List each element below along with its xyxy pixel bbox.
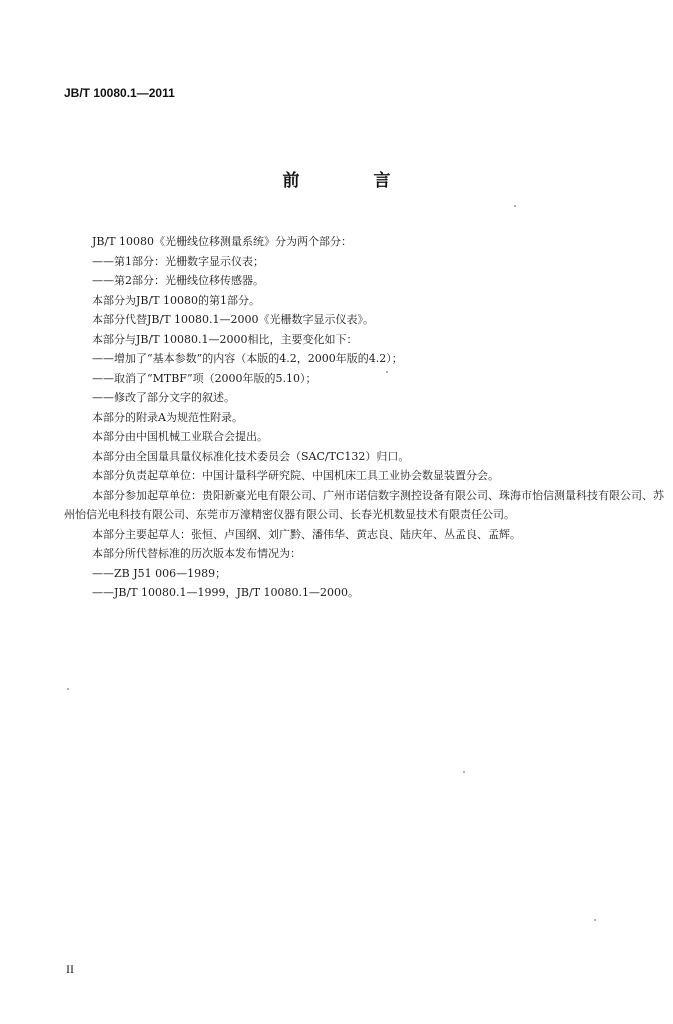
paragraph-lead-drafter: 本部分负责起草单位：中国计量科学研究院、中国机床工具工业协会数显装置分会。 [92,469,499,482]
paragraph-scope: 本部分为JB/T 10080的第1部分。 [92,293,261,307]
scan-speck [594,919,596,921]
paragraph-committee: 本部分由全国量具量仪标准化技术委员会（SAC/TC132）归口。 [92,449,410,463]
list-item-change-3: ——修改了部分文字的叙述。 [92,391,235,404]
scan-speck [463,771,465,773]
list-item-change-1: ——增加了“基本参数”的内容（本版的4.2，2000年版的4.2）； [92,352,403,365]
paragraph-changes: 本部分与JB/T 10080.1—2000相比，主要变化如下： [92,332,358,346]
paragraph-appendix: 本部分的附录A为规范性附录。 [92,410,243,424]
list-item-part2: ——第2部分：光栅线位移传感器。 [92,274,264,287]
scan-speck [386,371,388,373]
list-item-part1: ——第1部分：光栅数字显示仪表； [92,254,264,268]
paragraph-replaces: 本部分代替JB/T 10080.1—2000《光栅数字显示仪表》。 [92,313,375,326]
paragraph-history: 本部分所代替标准的历次版本发布情况为： [92,547,301,560]
scan-speck [514,205,516,207]
paragraph-drafters: 本部分主要起草人：张恒、卢国纲、刘广黔、潘伟华、黄志良、陆庆年、丛孟良、孟辉。 [92,527,521,541]
list-item-history-1: ——ZB J51 006—1989； [92,566,227,580]
page-number: II [66,962,74,976]
list-item-history-2: ——JB/T 10080.1—1999，JB/T 10080.1—2000。 [92,586,360,599]
scan-speck [67,688,69,690]
paragraph-participants: 本部分参加起草单位：贵阳新豪光电有限公司、广州市诺信数字测控设备有限公司、珠海市怡信测量科技有限公司、苏州怡信光电科技有限公司、东莞市万濠精密仪器有限公司、长春光机数显技术有限责任公司。 [64,488,664,521]
standard-code: JB/T 10080.1—2011 [64,86,175,100]
paragraph-proposer: 本部分由中国机械工业联合会提出。 [92,430,268,443]
paragraph-intro: JB/T 10080《光栅线位移测量系统》分为两个部分： [92,235,353,248]
page-title: 前 言 [282,171,425,191]
foreword-body [64,232,664,603]
list-item-change-2: ——取消了“MTBF”项（2000年版的5.10）； [92,371,317,385]
